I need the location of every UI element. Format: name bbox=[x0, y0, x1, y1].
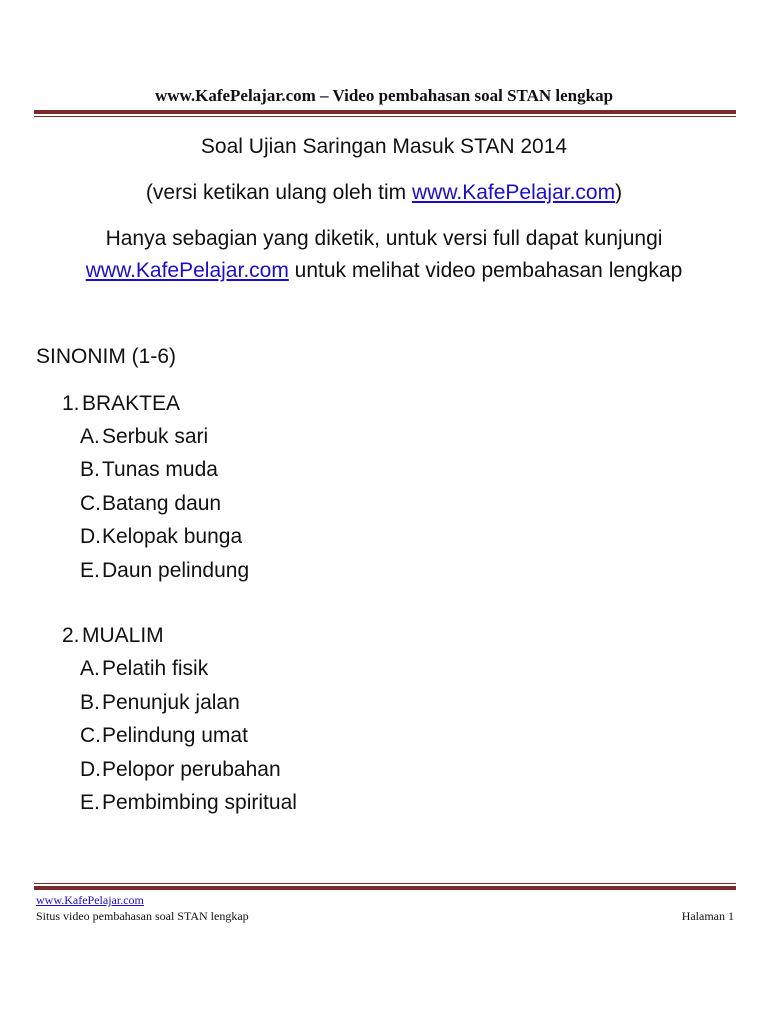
visit-note bbox=[0, 258, 768, 284]
page-number: Halaman 1 bbox=[681, 909, 734, 923]
option-letter: A. bbox=[80, 425, 100, 448]
option-text: Daun pelindung bbox=[102, 559, 250, 582]
question-word: BRAKTEA bbox=[82, 392, 181, 415]
question-1-option-d bbox=[80, 525, 242, 549]
option-text: Pelatih fisik bbox=[102, 657, 209, 680]
kafepelajar-link-1[interactable]: www.KafePelajar.com bbox=[412, 181, 616, 204]
option-text: Pembimbing spiritual bbox=[102, 791, 297, 814]
question-2-option-c bbox=[80, 724, 248, 748]
header-rule-thin bbox=[34, 116, 736, 117]
option-letter: C. bbox=[80, 492, 101, 515]
page-header: www.KafePelajar.com – Video pembahasan soal STAN lengkap bbox=[154, 86, 614, 105]
option-text: Penunjuk jalan bbox=[102, 691, 240, 714]
option-letter: D. bbox=[80, 758, 101, 781]
option-letter: B. bbox=[80, 691, 100, 714]
option-letter: A. bbox=[80, 657, 100, 680]
footer-link-text[interactable]: www.KafePelajar.com bbox=[36, 893, 144, 907]
option-letter: E. bbox=[80, 791, 100, 814]
version-note-suffix: ) bbox=[615, 181, 623, 204]
option-letter: E. bbox=[80, 559, 100, 582]
option-text: Tunas muda bbox=[102, 458, 218, 481]
footer-rule-thick bbox=[34, 886, 736, 890]
question-1-option-e bbox=[80, 559, 249, 583]
option-text: Batang daun bbox=[102, 492, 222, 515]
footer-link[interactable] bbox=[36, 893, 144, 908]
question-2-option-d bbox=[80, 758, 281, 782]
option-text: Kelopak bunga bbox=[102, 525, 243, 548]
question-word: MUALIM bbox=[82, 624, 164, 647]
option-letter: B. bbox=[80, 458, 100, 481]
header-rule-thick bbox=[34, 110, 736, 114]
visit-note-suffix: untuk melihat video pembahasan lengkap bbox=[288, 259, 683, 282]
question-2 bbox=[62, 624, 164, 648]
option-text: Serbuk sari bbox=[102, 425, 209, 448]
kafepelajar-link-2[interactable]: www.KafePelajar.com bbox=[85, 259, 289, 282]
question-2-option-a bbox=[80, 657, 208, 681]
version-note-prefix: (versi ketikan ulang oleh tim bbox=[145, 181, 413, 204]
question-2-option-b bbox=[80, 691, 240, 715]
partial-note: Hanya sebagian yang diketik, untuk versi full dapat kunjungi bbox=[105, 227, 663, 250]
version-note bbox=[0, 180, 768, 206]
option-text: Pelopor perubahan bbox=[102, 758, 281, 781]
question-1-option-b bbox=[80, 458, 218, 482]
option-letter: D. bbox=[80, 525, 101, 548]
question-number: 1. bbox=[62, 392, 80, 415]
question-number: 2. bbox=[62, 624, 80, 647]
question-2-option-e bbox=[80, 791, 297, 815]
section-title: SINONIM (1-6) bbox=[36, 345, 177, 368]
footer-subtitle: Situs video pembahasan soal STAN lengkap bbox=[36, 909, 249, 923]
question-1-option-a bbox=[80, 425, 208, 449]
question-1 bbox=[62, 392, 180, 416]
option-text: Pelindung umat bbox=[102, 724, 248, 747]
option-letter: C. bbox=[80, 724, 101, 747]
footer-rule-thin bbox=[34, 883, 736, 884]
question-1-option-c bbox=[80, 492, 221, 516]
document-title: Soal Ujian Saringan Masuk STAN 2014 bbox=[200, 135, 568, 158]
